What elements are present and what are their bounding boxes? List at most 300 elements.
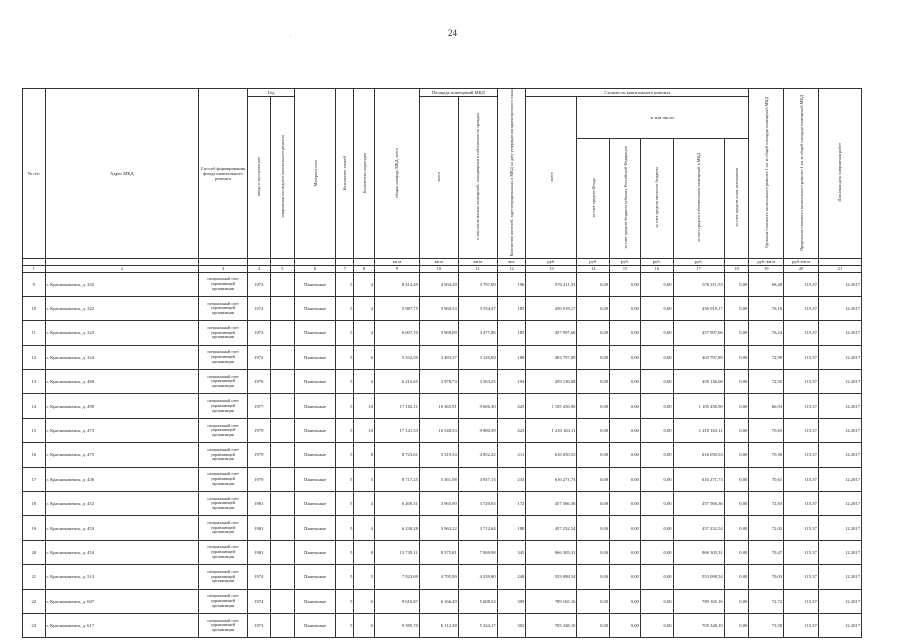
column-number: 18: [724, 265, 749, 272]
row-wall-material: Панельные: [295, 370, 336, 394]
row-cost-owners: 789 165,16: [673, 589, 724, 613]
row-cost-fund: 0,00: [577, 418, 610, 442]
row-unit-cost: 68,48: [749, 272, 784, 296]
row-residents: 302: [497, 613, 526, 637]
row-wall-material: Панельные: [295, 565, 336, 589]
row-cost-fund: 0,00: [577, 443, 610, 467]
row-cost-total: 456 018,17: [526, 296, 577, 320]
row-residents: 196: [497, 272, 526, 296]
table-row: [23, 589, 862, 613]
units-row: [23, 258, 862, 265]
row-last-repair: [270, 516, 295, 540]
row-cost-fund: 0,00: [577, 492, 610, 516]
header-address: Адрес МКД: [45, 89, 198, 259]
row-cost-total: 457 232,54: [526, 516, 577, 540]
table-row: [23, 321, 862, 345]
row-wall-material: Панельные: [295, 321, 336, 345]
row-area-owned: 7 969,98: [458, 540, 497, 564]
header-cost-other: за счет средств иных источников: [724, 138, 749, 258]
row-cost-other: 0,00: [724, 394, 749, 418]
table-row: [23, 565, 862, 589]
row-unit-cost: 70,61: [749, 467, 784, 491]
table-row: [23, 345, 862, 369]
row-address: г. Краснокаменск, д. 323: [45, 321, 198, 345]
row-cost-local: 0,00: [640, 296, 673, 320]
row-area-total: 3 965,90: [419, 492, 458, 516]
row-number: 14: [23, 394, 46, 418]
row-cost-owners: 553 098,54: [673, 565, 724, 589]
row-cost-state: 0,00: [610, 565, 641, 589]
row-cost-fund: 0,00: [577, 565, 610, 589]
row-year: 1974: [248, 565, 271, 589]
row-unit-cost: 76,24: [749, 321, 784, 345]
row-total-area: 17 102,11: [374, 394, 419, 418]
row-area-total: 10 365,91: [419, 394, 458, 418]
row-year: 1972: [248, 345, 271, 369]
row-address: г. Краснокаменск, д. 324: [45, 345, 198, 369]
header-cost-total: всего: [526, 97, 577, 259]
row-number: 10: [23, 296, 46, 320]
header-year-last-repair: завершения последнего капитального ремонта: [270, 97, 295, 259]
row-unit-cost: 72,83: [749, 492, 784, 516]
row-entrances: 4: [354, 272, 374, 296]
row-unit-cost: 73,58: [749, 613, 784, 637]
row-unit-cost: 70,47: [749, 540, 784, 564]
row-fund-method: специальный счет управляющей организации: [198, 370, 247, 394]
row-entrances: 4: [354, 516, 374, 540]
row-cost-state: 0,00: [610, 540, 641, 564]
row-residents: 194: [497, 370, 526, 394]
row-area-owned: 3 720,65: [458, 492, 497, 516]
row-cost-owners: 459 136,68: [673, 370, 724, 394]
row-area-owned: 5 324,17: [458, 613, 497, 637]
row-floors: 5: [336, 296, 354, 320]
table-body: [23, 272, 862, 638]
row-residents: 248: [497, 565, 526, 589]
row-area-total: 6 112,38: [419, 613, 458, 637]
row-number: 22: [23, 589, 46, 613]
row-number: 16: [23, 443, 46, 467]
row-cost-local: 0,00: [640, 394, 673, 418]
row-address: г. Краснокаменск, д. 475: [45, 443, 198, 467]
row-fund-method: специальный счет управляющей организации: [198, 394, 247, 418]
row-cost-other: 0,00: [724, 589, 749, 613]
row-floors: 5: [336, 540, 354, 564]
row-cost-other: 0,00: [724, 345, 749, 369]
row-fund-method: специальный счет управляющей организации: [198, 296, 247, 320]
row-total-area: 8 414,49: [374, 272, 419, 296]
column-number: 14: [577, 265, 610, 272]
row-residents: 185: [497, 296, 526, 320]
row-cost-state: 0,00: [610, 418, 641, 442]
row-max-cost: 115,37: [784, 418, 819, 442]
header-cost-fund: за счет средств Фонда: [577, 138, 610, 258]
row-wall-material: Панельные: [295, 418, 336, 442]
row-area-total: 5 319,54: [419, 443, 458, 467]
row-cost-state: 0,00: [610, 296, 641, 320]
row-last-repair: [270, 418, 295, 442]
row-address: г. Краснокаменск, д. 332: [45, 272, 198, 296]
row-area-owned: 3 120,09: [458, 345, 497, 369]
row-year: 1979: [248, 443, 271, 467]
row-cost-other: 0,00: [724, 418, 749, 442]
header-areas-group: Площадь помещений МКД: [419, 89, 497, 97]
row-unit-cost: 72,02: [749, 516, 784, 540]
row-fund-method: специальный счет управляющей организации: [198, 272, 247, 296]
column-number: 13: [526, 265, 577, 272]
table-row: [23, 296, 862, 320]
row-area-total: 3 963,22: [419, 516, 458, 540]
row-cost-local: 0,00: [640, 565, 673, 589]
row-total-area: 6 007,10: [374, 321, 419, 345]
row-area-owned: 3 797,09: [458, 272, 497, 296]
row-residents: 211: [497, 443, 526, 467]
row-unit-cost: 72,72: [749, 589, 784, 613]
header-cost-state: за счет средств бюджета субъекта Российской Федерации: [610, 138, 641, 258]
row-residents: 345: [497, 540, 526, 564]
row-entrances: 10: [354, 394, 374, 418]
header-total-area: общая площадь МКД, всего: [374, 89, 419, 259]
column-number: 8: [354, 265, 374, 272]
row-area-owned: 4 957,13: [458, 467, 497, 491]
unit-residents: чел.: [497, 258, 526, 265]
row-total-area: 17 141,53: [374, 418, 419, 442]
row-cost-other: 0,00: [724, 516, 749, 540]
column-number: 1: [23, 265, 46, 272]
row-deadline: 12.2017: [818, 296, 861, 320]
row-area-total: 8 375,81: [419, 540, 458, 564]
header-cost-group: Стоимость капитального ремонта: [526, 89, 749, 97]
row-cost-fund: 0,00: [577, 296, 610, 320]
row-cost-total: 459 136,68: [526, 370, 577, 394]
column-number: 6: [295, 265, 336, 272]
header-no: № п/п: [23, 89, 46, 259]
row-address: г. Краснокаменск, д. 473: [45, 418, 198, 442]
row-area-total: 3 483,37: [419, 345, 458, 369]
row-cost-owners: 616 050,53: [673, 443, 724, 467]
row-cost-local: 0,00: [640, 492, 673, 516]
row-unit-cost: 72,95: [749, 370, 784, 394]
row-last-repair: [270, 394, 295, 418]
row-year: 1981: [248, 516, 271, 540]
row-cost-local: 0,00: [640, 418, 673, 442]
row-cost-owners: 1 105 456,90: [673, 394, 724, 418]
row-deadline: 12.2017: [818, 516, 861, 540]
table-row: [23, 394, 862, 418]
row-last-repair: [270, 565, 295, 589]
row-address: г. Краснокаменск, д. 436: [45, 467, 198, 491]
row-residents: 233: [497, 467, 526, 491]
row-total-area: 9 616,87: [374, 589, 419, 613]
row-total-area: 8 723,61: [374, 443, 419, 467]
row-year: 1976: [248, 370, 271, 394]
unit-total-area: кв.м: [374, 258, 419, 265]
row-max-cost: 115,37: [784, 370, 819, 394]
row-last-repair: [270, 613, 295, 637]
row-number: 21: [23, 565, 46, 589]
header-cost-owners: за счет средств собственников помещений в МКД: [673, 138, 724, 258]
column-number: 4: [248, 265, 271, 272]
row-cost-local: 0,00: [640, 321, 673, 345]
row-deadline: 12.2017: [818, 272, 861, 296]
row-cost-other: 0,00: [724, 613, 749, 637]
row-entrances: 8: [354, 443, 374, 467]
row-cost-total: 705 348,10: [526, 613, 577, 637]
header-unit-cost: Удельная стоимость капитального ремонта 1 кв. м общей площади помещений МКД: [749, 89, 784, 259]
row-cost-local: 0,00: [640, 613, 673, 637]
row-wall-material: Панельные: [295, 296, 336, 320]
row-cost-state: 0,00: [610, 467, 641, 491]
row-max-cost: 115,37: [784, 394, 819, 418]
row-total-area: 6 200,31: [374, 492, 419, 516]
row-last-repair: [270, 467, 295, 491]
row-year: 1981: [248, 492, 271, 516]
row-unit-cost: 76,16: [749, 296, 784, 320]
row-max-cost: 115,37: [784, 492, 819, 516]
row-floors: 5: [336, 321, 354, 345]
column-number: 20: [784, 265, 819, 272]
row-cost-total: 457 997,66: [526, 321, 577, 345]
row-floors: 5: [336, 565, 354, 589]
row-fund-method: специальный счет управляющей организации: [198, 516, 247, 540]
row-last-repair: [270, 370, 295, 394]
row-entrances: 4: [354, 492, 374, 516]
row-cost-other: 0,00: [724, 272, 749, 296]
row-fund-method: специальный счет управляющей организации: [198, 540, 247, 564]
row-cost-fund: 0,00: [577, 467, 610, 491]
row-wall-material: Панельные: [295, 272, 336, 296]
row-entrances: 4: [354, 370, 374, 394]
row-fund-method: специальный счет управляющей организации: [198, 565, 247, 589]
row-max-cost: 115,37: [784, 443, 819, 467]
row-number: 17: [23, 467, 46, 491]
header-incl: в том числе:: [577, 97, 749, 139]
column-number: 2: [45, 265, 198, 272]
row-deadline: 12.2017: [818, 467, 861, 491]
row-area-owned: 4 852,22: [458, 443, 497, 467]
row-cost-local: 0,00: [640, 516, 673, 540]
row-area-total: 3 969,09: [419, 321, 458, 345]
row-deadline: 12.2017: [818, 540, 861, 564]
table-row: [23, 613, 862, 637]
row-cost-other: 0,00: [724, 296, 749, 320]
row-fund-method: специальный счет управляющей организации: [198, 492, 247, 516]
header-residents: Количество жителей, зарегистрированных в МКД на дату утверждения краткосрочного плана: [497, 89, 526, 259]
header-max-cost: Предельная стоимость капитального ремонта 1 кв. м общей площади помещений МКД: [784, 89, 819, 259]
row-fund-method: специальный счет управляющей организации: [198, 589, 247, 613]
row-cost-owners: 576 211,53: [673, 272, 724, 296]
row-year: 1977: [248, 394, 271, 418]
row-fund-method: специальный счет управляющей организации: [198, 613, 247, 637]
table-row: [23, 418, 862, 442]
row-entrances: 6: [354, 613, 374, 637]
row-entrances: 4: [354, 296, 374, 320]
row-area-total: 3 978,73: [419, 370, 458, 394]
row-residents: 185: [497, 321, 526, 345]
row-cost-fund: 0,00: [577, 589, 610, 613]
unit-area-owned: кв.м: [458, 258, 497, 265]
table-row: [23, 370, 862, 394]
column-number-row: [23, 265, 862, 272]
row-area-owned: 5 608,54: [458, 589, 497, 613]
row-area-owned: 3 477,86: [458, 321, 497, 345]
row-total-area: 9 585,70: [374, 613, 419, 637]
row-deadline: 12.2017: [818, 443, 861, 467]
unit-cost-fund: руб.: [577, 258, 610, 265]
row-cost-local: 0,00: [640, 467, 673, 491]
row-address: г. Краснокаменск, д. 499: [45, 394, 198, 418]
row-deadline: 12.2017: [818, 321, 861, 345]
row-unit-cost: 72,99: [749, 345, 784, 369]
row-max-cost: 115,37: [784, 296, 819, 320]
row-number: 18: [23, 492, 46, 516]
header-cost-local: за счет средств местного бюджета: [640, 138, 673, 258]
row-address: г. Краснокаменск, д. 513: [45, 565, 198, 589]
row-unit-cost: 70,30: [749, 443, 784, 467]
row-number: 20: [23, 540, 46, 564]
row-area-owned: 9 606,30: [458, 394, 497, 418]
row-address: г. Краснокаменск, д. 453: [45, 516, 198, 540]
row-residents: 423: [497, 418, 526, 442]
row-fund-method: специальный счет управляющей организации: [198, 467, 247, 491]
row-year: 1979: [248, 467, 271, 491]
row-residents: 188: [497, 516, 526, 540]
row-year: 1973: [248, 321, 271, 345]
row-number: 13: [23, 370, 46, 394]
table-row: [23, 272, 862, 296]
row-address: г. Краснокаменск, д. 452: [45, 492, 198, 516]
row-cost-other: 0,00: [724, 443, 749, 467]
row-deadline: 12.2017: [818, 418, 861, 442]
row-cost-fund: 0,00: [577, 540, 610, 564]
row-number: 19: [23, 516, 46, 540]
row-year: 1972: [248, 296, 271, 320]
row-cost-local: 0,00: [640, 272, 673, 296]
row-area-owned: 3 712,64: [458, 516, 497, 540]
row-area-total: 10 540,53: [419, 418, 458, 442]
row-entrances: 5: [354, 467, 374, 491]
row-max-cost: 115,37: [784, 467, 819, 491]
column-number: 9: [374, 265, 419, 272]
row-total-area: 6 238,28: [374, 516, 419, 540]
header-deadline: Плановая дата завершения работ: [818, 89, 861, 259]
row-area-total: 6 166,49: [419, 589, 458, 613]
row-floors: 5: [336, 492, 354, 516]
row-area-owned: 3 563,25: [458, 370, 497, 394]
row-cost-total: 616 050,53: [526, 443, 577, 467]
row-cost-owners: 457 232,54: [673, 516, 724, 540]
row-max-cost: 115,37: [784, 516, 819, 540]
row-address: г. Краснокаменск, д. 617: [45, 613, 198, 637]
row-max-cost: 115,37: [784, 613, 819, 637]
row-total-area: 5 987,75: [374, 296, 419, 320]
row-area-owned: 9 980,39: [458, 418, 497, 442]
row-year: 1981: [248, 540, 271, 564]
row-max-cost: 115,37: [784, 589, 819, 613]
row-wall-material: Панельные: [295, 540, 336, 564]
row-wall-material: Панельные: [295, 492, 336, 516]
row-last-repair: [270, 443, 295, 467]
row-wall-material: Панельные: [295, 613, 336, 637]
row-floors: 5: [336, 394, 354, 418]
unit-cost-local: руб.: [640, 258, 673, 265]
row-cost-state: 0,00: [610, 516, 641, 540]
row-fund-method: специальный счет управляющей организации: [198, 418, 247, 442]
row-entrances: 6: [354, 589, 374, 613]
header-area-owned: в том числе жилых помещений, находящихся в собственности граждан: [458, 97, 497, 259]
row-floors: 5: [336, 613, 354, 637]
row-wall-material: Панельные: [295, 467, 336, 491]
row-max-cost: 115,37: [784, 565, 819, 589]
row-cost-state: 0,00: [610, 321, 641, 345]
row-number: 12: [23, 345, 46, 369]
row-max-cost: 115,37: [784, 321, 819, 345]
row-cost-fund: 0,00: [577, 613, 610, 637]
row-cost-total: 1 210 163,11: [526, 418, 577, 442]
row-area-total: 4 094,29: [419, 272, 458, 296]
row-deadline: 12.2017: [818, 345, 861, 369]
row-cost-local: 0,00: [640, 345, 673, 369]
row-cost-state: 0,00: [610, 443, 641, 467]
page-number: 24: [448, 28, 457, 38]
row-number: 11: [23, 321, 46, 345]
row-unit-cost: 70,65: [749, 418, 784, 442]
row-floors: 5: [336, 516, 354, 540]
header-fund-method: Способ формирования фонда капитального ремонта: [198, 89, 247, 259]
row-max-cost: 115,37: [784, 345, 819, 369]
row-last-repair: [270, 589, 295, 613]
row-last-repair: [270, 296, 295, 320]
row-floors: 5: [336, 467, 354, 491]
row-cost-other: 0,00: [724, 540, 749, 564]
column-number: 7: [336, 265, 354, 272]
row-cost-state: 0,00: [610, 272, 641, 296]
row-cost-state: 0,00: [610, 345, 641, 369]
row-cost-local: 0,00: [640, 370, 673, 394]
row-floors: 5: [336, 418, 354, 442]
row-wall-material: Панельные: [295, 516, 336, 540]
row-cost-total: 616 271,73: [526, 467, 577, 491]
row-entrances: 4: [354, 321, 374, 345]
row-cost-owners: 456 018,17: [673, 296, 724, 320]
row-number: 15: [23, 418, 46, 442]
column-number: 15: [610, 265, 641, 272]
row-number: 23: [23, 613, 46, 637]
row-cost-other: 0,00: [724, 321, 749, 345]
row-cost-owners: 705 348,10: [673, 613, 724, 637]
row-cost-fund: 0,00: [577, 516, 610, 540]
column-number: 3: [198, 265, 247, 272]
row-max-cost: 115,37: [784, 540, 819, 564]
column-number: 16: [640, 265, 673, 272]
row-address: г. Краснокаменск, д. 322: [45, 296, 198, 320]
row-entrances: 8: [354, 540, 374, 564]
row-address: г. Краснокаменск, д. 460: [45, 370, 198, 394]
row-cost-total: 576 211,53: [526, 272, 577, 296]
row-wall-material: Панельные: [295, 589, 336, 613]
table-row: [23, 443, 862, 467]
column-number: 10: [419, 265, 458, 272]
row-deadline: 12.2017: [818, 589, 861, 613]
row-last-repair: [270, 345, 295, 369]
row-entrances: 10: [354, 418, 374, 442]
row-floors: 5: [336, 345, 354, 369]
row-cost-local: 0,00: [640, 443, 673, 467]
row-last-repair: [270, 540, 295, 564]
row-cost-local: 0,00: [640, 589, 673, 613]
column-number: 17: [673, 265, 724, 272]
row-cost-owners: 457 566,36: [673, 492, 724, 516]
